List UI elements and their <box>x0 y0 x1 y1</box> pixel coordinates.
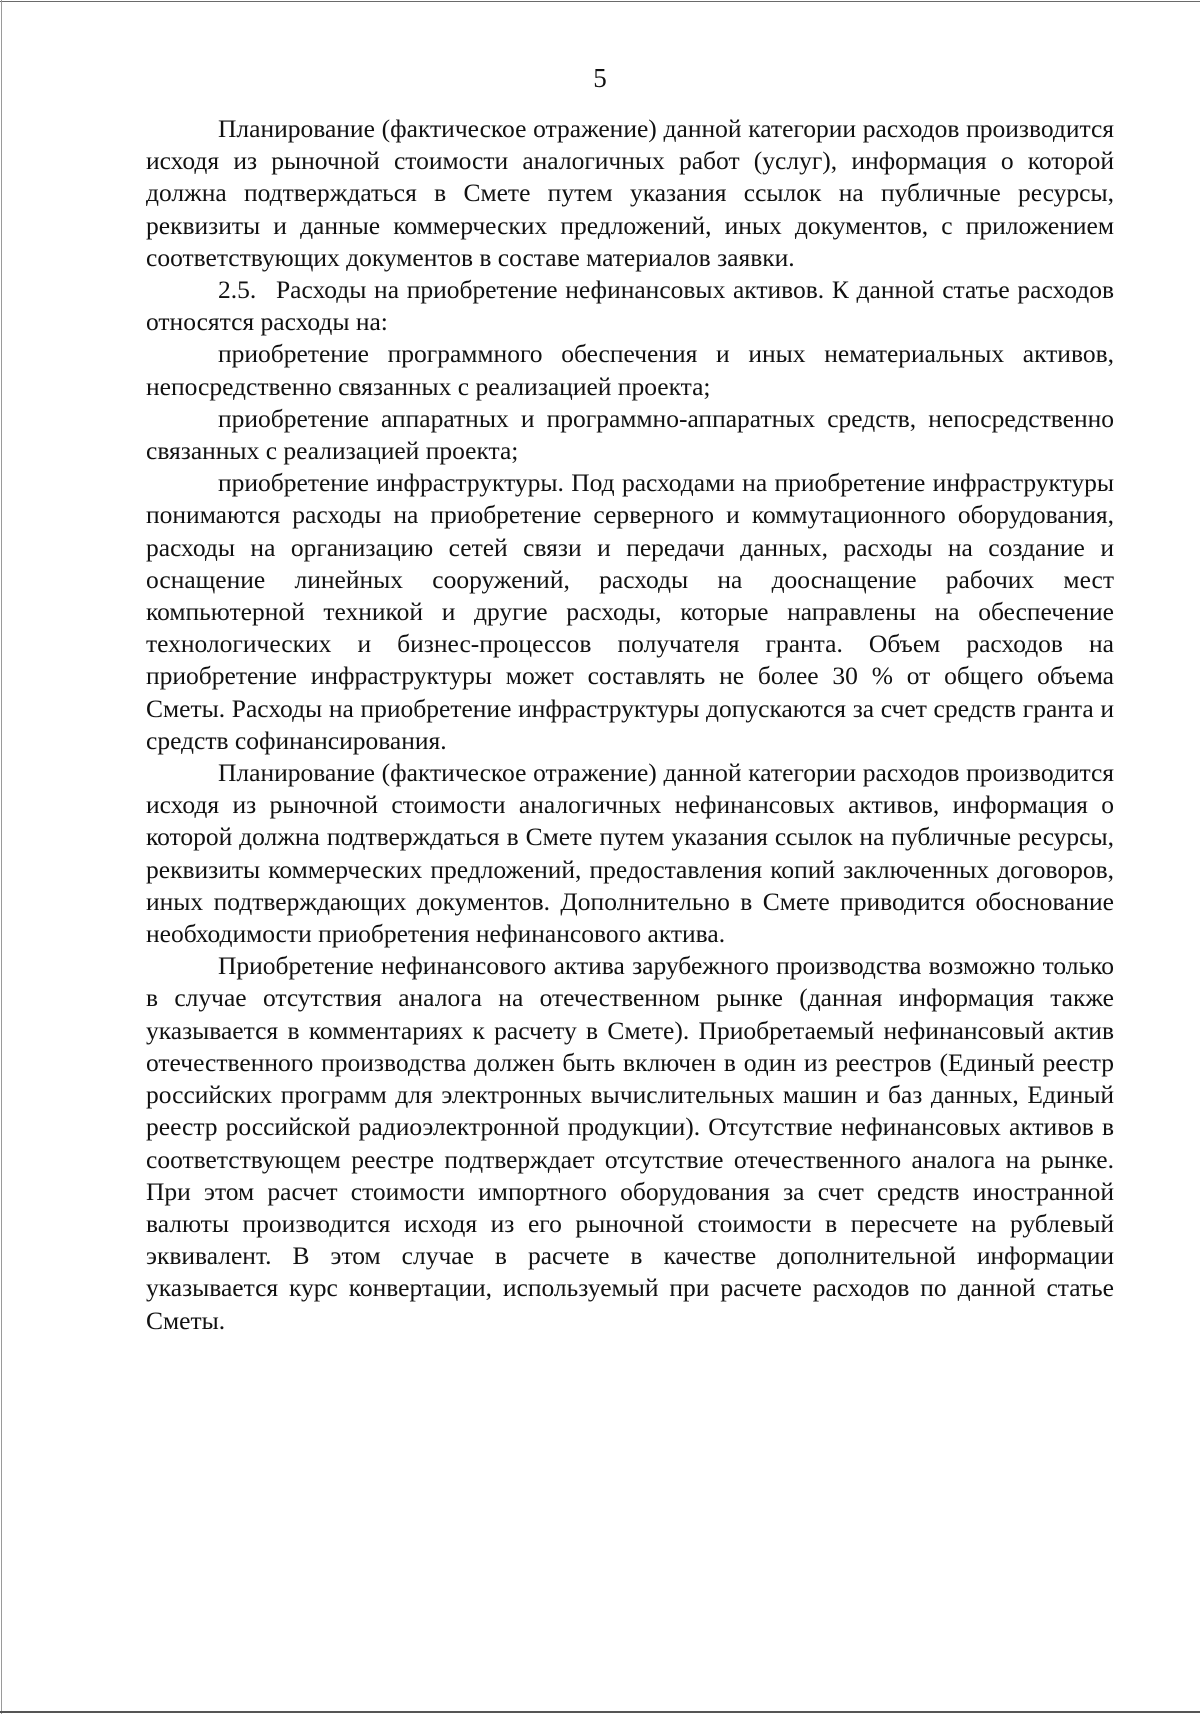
paragraph-planning-assets: Планирование (фактическое отражение) данной категории расходов производится исходя из рыночной стоимости аналогичных нефинансовых активов, информация о которой должна подтверждаться в Смете путем указания ссылок на публичные ресурсы, реквизиты коммерческих предложений, предоставления копий заключенных договоров, иных подтверждающих документов. Дополнительно в Смете приводится обоснование необходимости приобретения нефинансового актива. <box>146 758 1114 949</box>
scan-edge-left <box>1 0 2 1714</box>
paragraph-infrastructure: приобретение инфраструктуры. Под расходами на приобретение инфраструктуры понимаются расходы на приобретение серверного и коммутационного оборудования, расходы на организацию сетей связи и передачи данных, расходы на создание и оснащение линейных сооружений, расходы на дооснащение рабочих мест компьютерной техникой и другие расходы, которые направлены на обеспечение технологических и бизнес-процессов получателя гранта. Объем расходов на приобретение инфраструктуры может составлять не более 30 % от общего объема Сметы. Расходы на приобретение инфраструктуры допускаются за счет средств гранта и средств софинансирования. <box>146 468 1114 755</box>
scan-edge-bottom <box>0 1711 1200 1713</box>
scan-edge-top <box>0 1 1200 2</box>
paragraph-foreign-assets: Приобретение нефинансового актива зарубежного производства возможно только в случае отсутствия аналога на отечественном рынке (данная информация также указывается в комментариях к расчету в Смете). Приобретаемый нефинансовый актив отечественного производства должен быть включен в один из реестров (Единый реестр российских программ для электронных вычислительных машин и баз данных, Единый реестр российской радиоэлектронной продукции). Отсутствие нефинансовых активов в соответствующем реестре подтверждает отсутствие отечественного аналога на рынке. При этом расчет стоимости импортного оборудования за счет средств иностранной валюты производится исходя из его рыночной стоимости в пересчете на рублевый эквивалент. В этом случае в расчете в качестве дополнительной информации указывается курс конвертации, используемый при расчете расходов по данной статье Сметы. <box>146 951 1114 1335</box>
paragraph-hardware: приобретение аппаратных и программно-аппаратных средств, непосредственно связанных с реализацией проекта; <box>146 403 1114 466</box>
paragraph-software: приобретение программного обеспечения и иных нематериальных активов, непосредственно связанных с реализацией проекта; <box>146 339 1114 401</box>
paragraph-planning-works: Планирование (фактическое отражение) данной категории расходов производится исходя из рыночной стоимости аналогичных работ (услуг), информация о которой должна подтверждаться в Смете путем указания ссылок на публичные ресурсы, реквизиты и данные коммерческих предложений, иных документов, с приложением соответствующих документов в составе материалов заявки. <box>146 114 1114 272</box>
body-text <box>146 113 1114 1337</box>
paragraph-section-2-5 <box>146 274 1114 338</box>
page-number: 5 <box>593 63 607 93</box>
section-text: Расходы на приобретение нефинансовых активов. К данной статье расходов относятся расходы на: <box>146 275 1114 337</box>
section-number: 2.5. <box>218 275 257 305</box>
